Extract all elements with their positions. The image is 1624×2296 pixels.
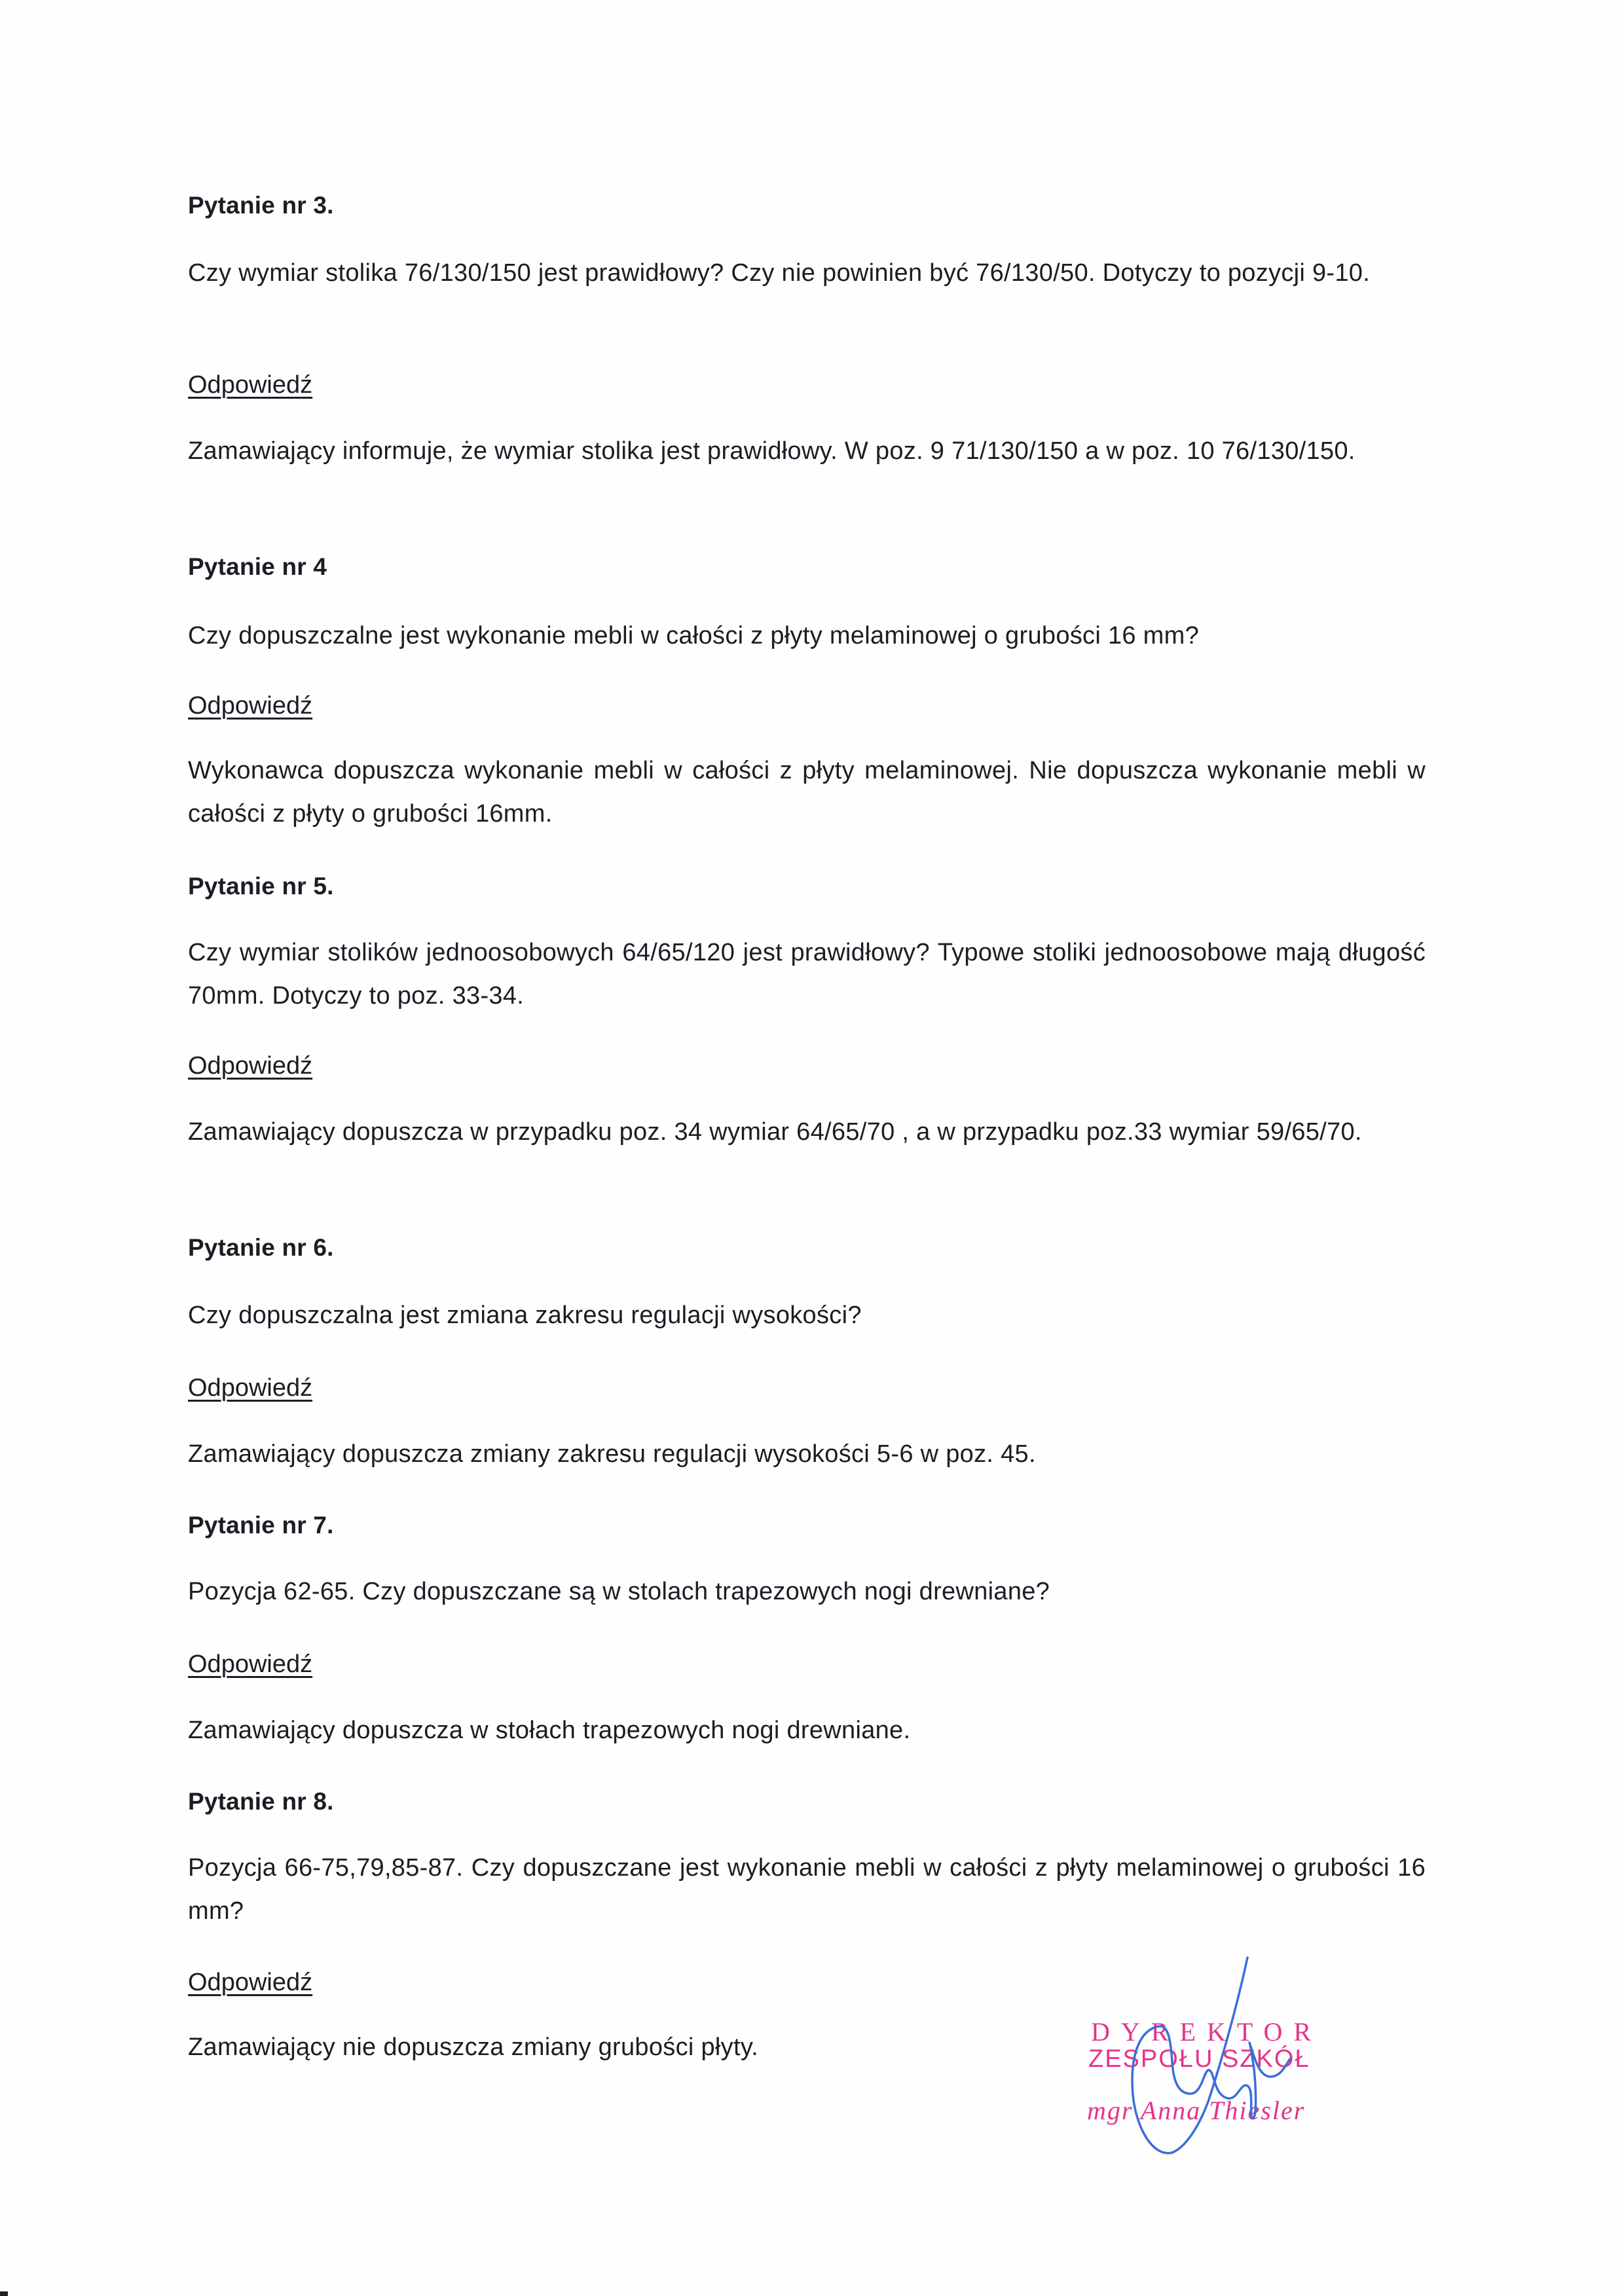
question-heading: Pytanie nr 4 <box>188 553 327 580</box>
question-section-4 <box>188 551 1426 583</box>
stamp-title: DYREKTOR <box>1091 2017 1323 2047</box>
question-section-3 <box>188 190 1426 221</box>
official-stamp <box>1074 2003 1336 2160</box>
question-section-7 <box>188 1510 1426 1541</box>
question-section-5 <box>188 871 1426 902</box>
question-heading: Pytanie nr 6. <box>188 1234 334 1261</box>
answer-label-4 <box>188 690 1426 721</box>
answer-label-8 <box>188 1967 1426 1998</box>
question-text-3 <box>188 251 1426 295</box>
question-text: Czy dopuszczalne jest wykonanie mebli w całości z płyty melaminowej o grubości 16 mm? <box>188 622 1200 649</box>
answer-text-4 <box>188 749 1426 835</box>
question-section-8 <box>188 1786 1426 1817</box>
question-text-4 <box>188 614 1426 657</box>
answer-label-7 <box>188 1649 1426 1680</box>
question-text: Czy wymiar stolików jednoosobowych 64/65/120 jest prawidłowy? Typowe stoliki jednoosobowe mają długość 70mm. Dotyczy to poz. 33-34. <box>188 939 1426 1010</box>
answer-label-5 <box>188 1050 1426 1082</box>
answer-text: Wykonawca dopuszcza wykonanie mebli w całości z płyty melaminowej. Nie dopuszcza wykonanie mebli w całości z płyty o grubości 16mm. <box>188 757 1426 828</box>
answer-text-3 <box>188 429 1426 473</box>
question-heading: Pytanie nr 3. <box>188 192 334 219</box>
question-heading: Pytanie nr 5. <box>188 873 334 900</box>
question-heading: Pytanie nr 7. <box>188 1512 334 1539</box>
stamp-name: mgr Anna Thiesler <box>1087 2096 1306 2125</box>
question-text: Czy dopuszczalna jest zmiana zakresu regulacji wysokości? <box>188 1302 862 1329</box>
answer-text: Zamawiający nie dopuszcza zmiany grubości płyty. <box>188 2033 759 2061</box>
answer-label: Odpowiedź <box>188 692 313 720</box>
scan-artifact <box>0 2291 8 2296</box>
answer-text-6 <box>188 1432 1426 1476</box>
question-text: Pozycja 62-65. Czy dopuszczane są w stolach trapezowych nogi drewniane? <box>188 1578 1050 1605</box>
answer-label: Odpowiedź <box>188 1052 313 1080</box>
answer-text: Zamawiający informuje, że wymiar stolika jest prawidłowy. W poz. 9 71/130/150 a w poz. 10 76/130/150. <box>188 437 1356 465</box>
answer-label-3 <box>188 369 1426 401</box>
answer-text: Zamawiający dopuszcza w stołach trapezowych nogi drewniane. <box>188 1717 911 1744</box>
answer-text-5 <box>188 1110 1426 1154</box>
answer-label: Odpowiedź <box>188 1969 313 1996</box>
answer-label-6 <box>188 1372 1426 1404</box>
stamp-institution: ZESPOŁU SZKÓŁ <box>1088 2045 1310 2073</box>
answer-text: Zamawiający dopuszcza w przypadku poz. 34 wymiar 64/65/70 , a w przypadku poz.33 wymiar 59/65/70. <box>188 1118 1362 1146</box>
question-text: Czy wymiar stolika 76/130/150 jest prawidłowy? Czy nie powinien być 76/130/50. Dotyczy to pozycji 9-10. <box>188 259 1371 287</box>
question-text-7 <box>188 1570 1426 1613</box>
question-section-6 <box>188 1232 1426 1264</box>
answer-text: Zamawiający dopuszcza zmiany zakresu regulacji wysokości 5-6 w poz. 45. <box>188 1440 1036 1468</box>
question-text-8 <box>188 1846 1426 1933</box>
answer-label: Odpowiedź <box>188 1650 313 1678</box>
question-text-5 <box>188 931 1426 1017</box>
question-text: Pozycja 66-75,79,85-87. Czy dopuszczane jest wykonanie mebli w całości z płyty melaminowej o grubości 16 mm? <box>188 1854 1426 1925</box>
answer-label: Odpowiedź <box>188 371 313 399</box>
answer-label: Odpowiedź <box>188 1374 313 1402</box>
question-text-6 <box>188 1294 1426 1337</box>
question-heading: Pytanie nr 8. <box>188 1788 334 1815</box>
answer-text-7 <box>188 1709 1426 1752</box>
